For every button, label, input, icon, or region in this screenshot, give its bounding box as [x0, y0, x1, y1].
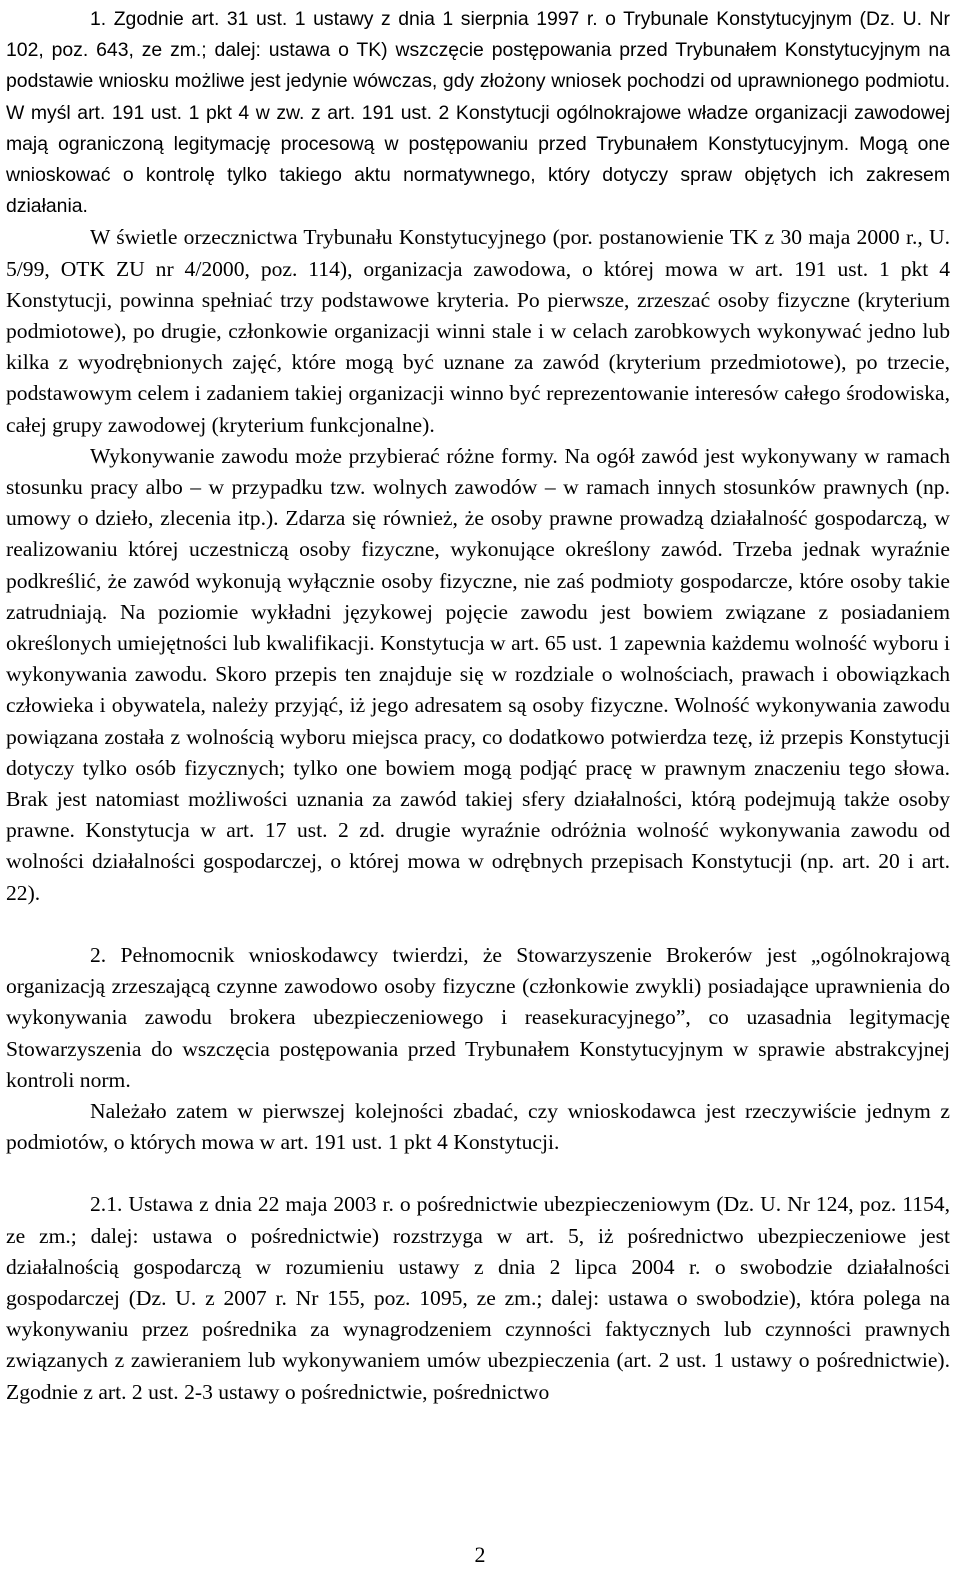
paragraph-5: Należało zatem w pierwszej kolejności zbadać, czy wnioskodawca jest rzeczywiście jednym z podmiotów, o których mowa w art. 191 ust. 1 pkt 4 Konstytucji. [6, 1098, 950, 1155]
paragraph-6: 2.1. Ustawa z dnia 22 maja 2003 r. o pośrednictwie ubezpieczeniowym (Dz. U. Nr 124, poz. 1154, ze zm.; dalej: ustawa o pośrednictwie) rozstrzyga w art. 5, iż pośrednictwo ubezpieczeniowe jest działalnością gospodarczą w rozumieniu ustawy z dnia 2 lipca 2004 r. o swobodzie działalności gospodarczej (Dz. U. z 2007 r. Nr 155, poz. 1095, ze zm.; dalej: ustawa o swobodzie), która polega na wykonywaniu przez pośrednika za wynagrodzeniem czynności faktycznych lub czynności prawnych związanych z zawieraniem lub wykonywaniem umów ubezpieczenia (art. 2 ust. 1 ustawy o pośrednictwie). Zgodnie z art. 2 ust. 2-3 ustawy o pośrednictwie, pośrednictwo [6, 1192, 950, 1404]
paragraph-3: Wykonywanie zawodu może przybierać różne formy. Na ogół zawód jest wykonywany w ramach stosunku pracy albo – w przypadku tzw. wolnych zawodów – w ramach innych stosunków prawnych (np. umowy o dzieło, zlecenia itp.). Zdarza się również, że osoby prawne prowadzą działalność gospodarczą, w realizowaniu której uczestniczą osoby fizyczne, wykonujące określony zawód. Trzeba jednak wyraźnie podkreślić, że zawód wykonują wyłącznie osoby fizyczne, nie zaś podmioty gospodarcze, które osoby takie zatrudniają. Na poziomie wykładni językowej pojęcie zawodu jest bowiem związane z posiadaniem określonych umiejętności lub kwalifikacji. Konstytucja w art. 65 ust. 1 zapewnia każdemu wolność wyboru i wykonywania zawodu. Skoro przepis ten znajduje się w rozdziale o wolnościach, prawach i obowiązkach człowieka i obywatela, należy przyjąć, iż jego adresatem są osoby fizyczne. Wolność wykonywania zawodu powiązana została z wolnością wyboru miejsca pracy, co dodatkowo potwierdza tezę, iż przepis Konstytucji dotyczy tylko osób fizycznych; tylko one bowiem mogą podjąć pracę w prawnym znaczeniu tego słowa. Brak jest natomiast możliwości uznania za zawód takiej sfery działalności, którą podejmują także osoby prawne. Konstytucja w art. 17 ust. 2 zd. drugie wyraźnie odróżnia wolność wykonywania zawodu od wolności działalności gospodarczej, o której mowa w odrębnych przepisach Konstytucji (np. art. 20 i art. 22). [6, 443, 950, 905]
paragraph-4: 2. Pełnomocnik wnioskodawcy twierdzi, że Stowarzyszenie Brokerów jest „ogólnokrajową organizacją zrzeszającą czynne zawodowo osoby fizyczne (członkowie zwykli) posiadające uprawnienia do wykonywania zawodu brokera ubezpieczeniowego i reasekuracyjnego”, co uzasadnia legitymację Stowarzyszenia do wszczęcia postępowania przed Trybunałem Konstytucyjnym w sprawie abstrakcyjnej kontroli norm. [6, 942, 950, 1092]
document-page [6, 4, 950, 1408]
paragraph-2: W świetle orzecznictwa Trybunału Konstytucyjnego (por. postanowienie TK z 30 maja 2000 r., U. 5/99, OTK ZU nr 4/2000, poz. 114), organizacja zawodowa, o której mowa w art. 191 ust. 1 pkt 4 Konstytucji, powinna spełniać trzy podstawowe kryteria. Po pierwsze, zrzeszać osoby fizyczne (kryterium podmiotowe), po drugie, członkowie organizacji winni stale i w celach zarobkowych wykonywać jedno lub kilka z wyodrębnionych zajęć, które mogą być uznane za zawód (kryterium przedmiotowe), po trzecie, podstawowym celem i zadaniem takiej organizacji winno być reprezentowanie interesów całego środowiska, całej grupy zawodowej (kryterium funkcjonalne). [6, 225, 950, 437]
paragraph-1: 1. Zgodnie art. 31 ust. 1 ustawy z dnia 1 sierpnia 1997 r. o Trybunale Konstytucyjnym (Dz. U. Nr 102, poz. 643, ze zm.; dalej: ustawa o TK) wszczęcie postępowania przed Trybunałem Konstytucyjnym na podstawie wniosku możliwe jest jedynie wówczas, gdy złożony wniosek pochodzi od uprawnionego podmiotu. W myśl art. 191 ust. 1 pkt 4 w zw. z art. 191 ust. 2 Konstytucji ogólnokrajowe władze organizacji zawodowej mają ograniczoną legitymację procesową w postępowaniu przed Trybunałem Konstytucyjnym. Mogą one wnioskować o kontrolę tylko takiego aktu normatywnego, który dotyczy spraw objętych ich zakresem działania. [6, 8, 950, 218]
page-number: 2 [474, 1542, 486, 1567]
